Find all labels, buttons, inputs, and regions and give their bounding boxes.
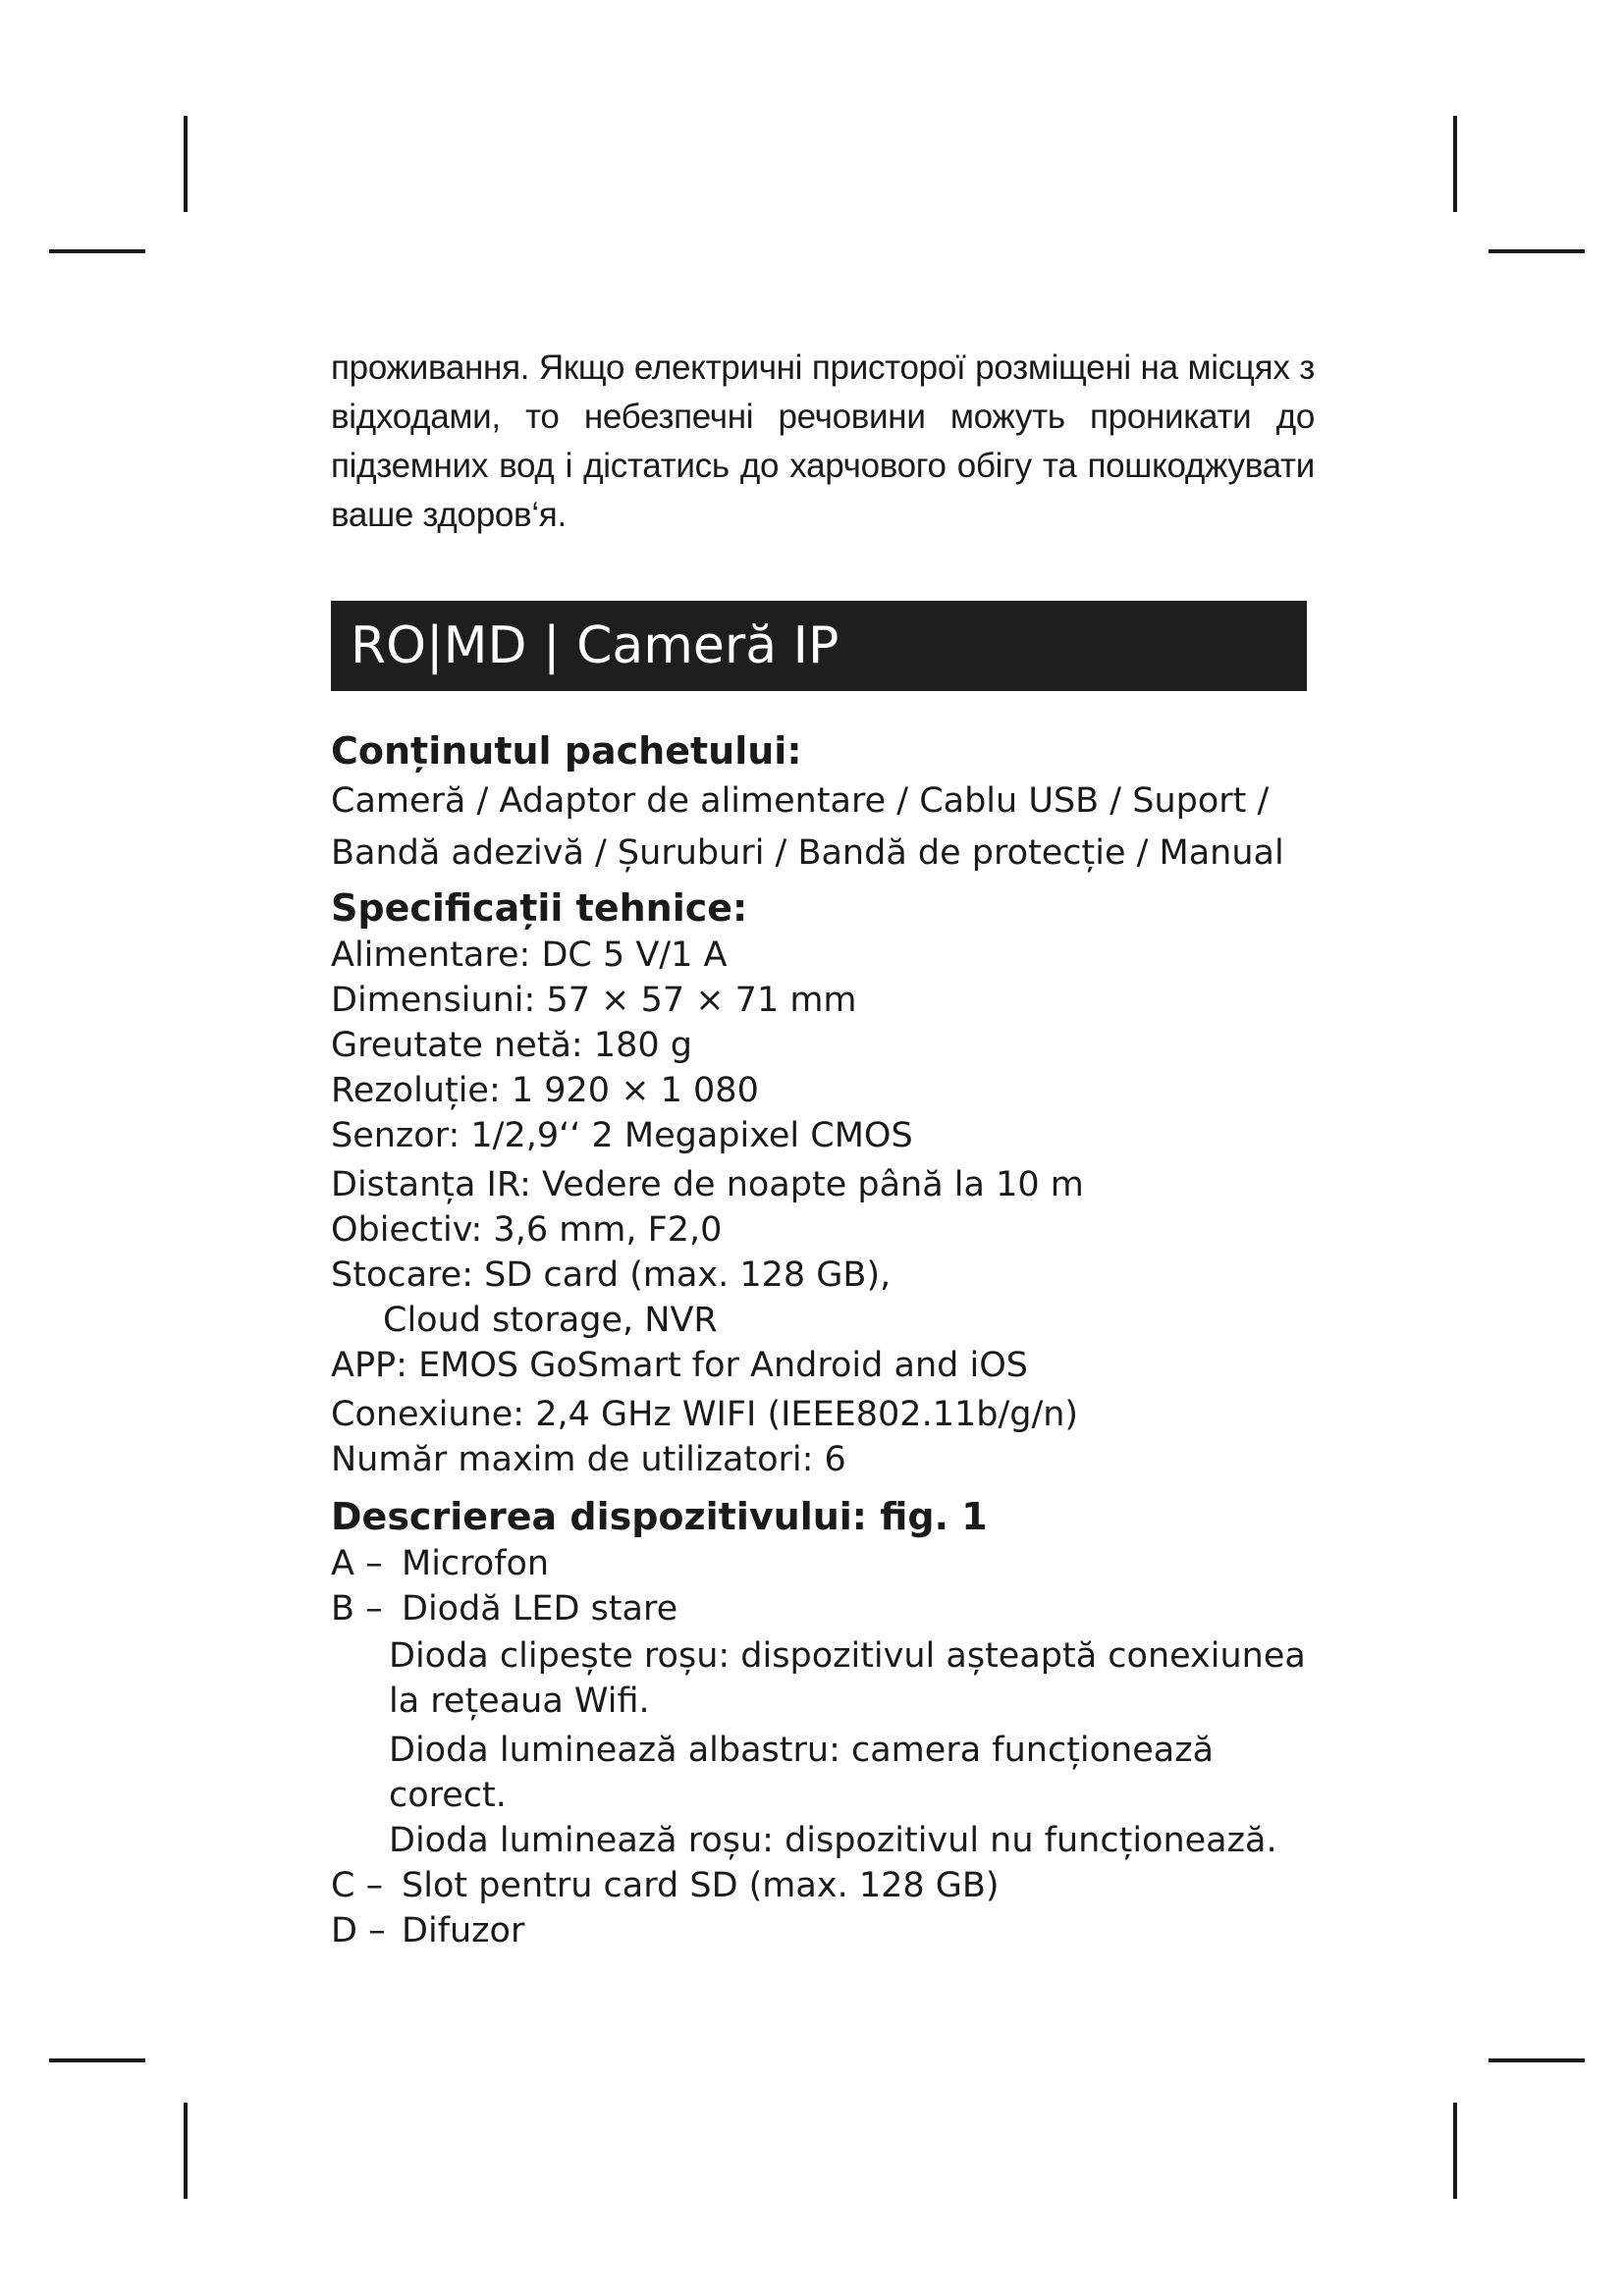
item-letter: A – xyxy=(331,1544,383,1583)
spec-item: Dimensiuni: 57 × 57 × 71 mm xyxy=(331,981,857,1020)
crop-mark-top-left-horizontal xyxy=(49,249,145,253)
crop-mark-bottom-left-vertical xyxy=(184,2103,188,2199)
specs-heading: Specificații tehnice: xyxy=(331,886,748,930)
package-heading: Conținutul pachetului: xyxy=(331,729,802,773)
crop-mark-top-left-vertical xyxy=(184,116,188,212)
spec-item: Rezoluție: 1 920 × 1 080 xyxy=(331,1071,759,1110)
specs-list xyxy=(331,933,1315,1482)
spec-item: Stocare: SD card (max. 128 GB), xyxy=(331,1255,892,1295)
description-list xyxy=(331,1541,1315,1953)
spec-item: Cloud storage, NVR xyxy=(383,1301,718,1340)
item-text: Microfon xyxy=(402,1544,550,1583)
spec-item: Alimentare: DC 5 V/1 A xyxy=(331,935,728,975)
spec-item: Senzor: 1/2,9‘‘ 2 Megapixel CMOS xyxy=(331,1116,913,1155)
spec-item: Număr maxim de utilizatori: 6 xyxy=(331,1440,846,1479)
spec-item: Distanța IR: Vedere de noapte până la 10 m xyxy=(331,1165,1084,1204)
led-status-note: Dioda clipește roșu: dispozitivul așteaptă conexiunea la rețeaua Wifi. xyxy=(389,1636,1306,1721)
intro-paragraph-ua: проживання. Якщо електричні присторої розміщені на місцях з відходами, то небезпечні речовини можуть проникати до підземних вод і дістатись до харчового обігу та пошкоджувати ваше здоров‘я. xyxy=(331,348,1315,534)
list-item xyxy=(331,1908,1315,1953)
description-heading: Descrierea dispozitivului: fig. 1 xyxy=(331,1495,988,1538)
crop-mark-bottom-left-horizontal xyxy=(49,2058,145,2062)
list-item xyxy=(331,1863,1315,1908)
item-text: Slot pentru card SD (max. 128 GB) xyxy=(402,1866,1000,1905)
item-letter: D – xyxy=(331,1911,386,1950)
package-contents: Cameră / Adaptor de alimentare / Cablu USB / Suport / Bandă adezivă / Șuruburi / Bandă de protecție / Manual xyxy=(331,781,1284,873)
page-content xyxy=(331,344,1315,1953)
crop-mark-top-right-horizontal xyxy=(1489,249,1585,253)
item-letter: C – xyxy=(331,1866,384,1905)
item-letter: B – xyxy=(331,1589,383,1629)
crop-mark-bottom-right-horizontal xyxy=(1489,2058,1585,2062)
led-status-note: Dioda luminează albastru: camera funcționează corect. xyxy=(389,1731,1215,1815)
spec-item: Obiectiv: 3,6 mm, F2,0 xyxy=(331,1210,723,1250)
list-item xyxy=(331,1541,1315,1586)
crop-mark-top-right-vertical xyxy=(1453,116,1457,212)
led-status-note: Dioda luminează roșu: dispozitivul nu funcționează. xyxy=(389,1821,1277,1860)
item-text: Diodă LED stare xyxy=(402,1589,678,1629)
spec-item: Conexiune: 2,4 GHz WIFI (IEEE802.11b/g/n) xyxy=(331,1395,1079,1434)
item-text: Difuzor xyxy=(402,1911,525,1950)
spec-item: Greutate netă: 180 g xyxy=(331,1026,692,1065)
section-banner: RO|MD | Cameră IP xyxy=(331,601,1307,691)
list-item xyxy=(331,1586,1315,1631)
spec-item: APP: EMOS GoSmart for Android and iOS xyxy=(331,1346,1028,1385)
crop-mark-bottom-right-vertical xyxy=(1453,2103,1457,2199)
